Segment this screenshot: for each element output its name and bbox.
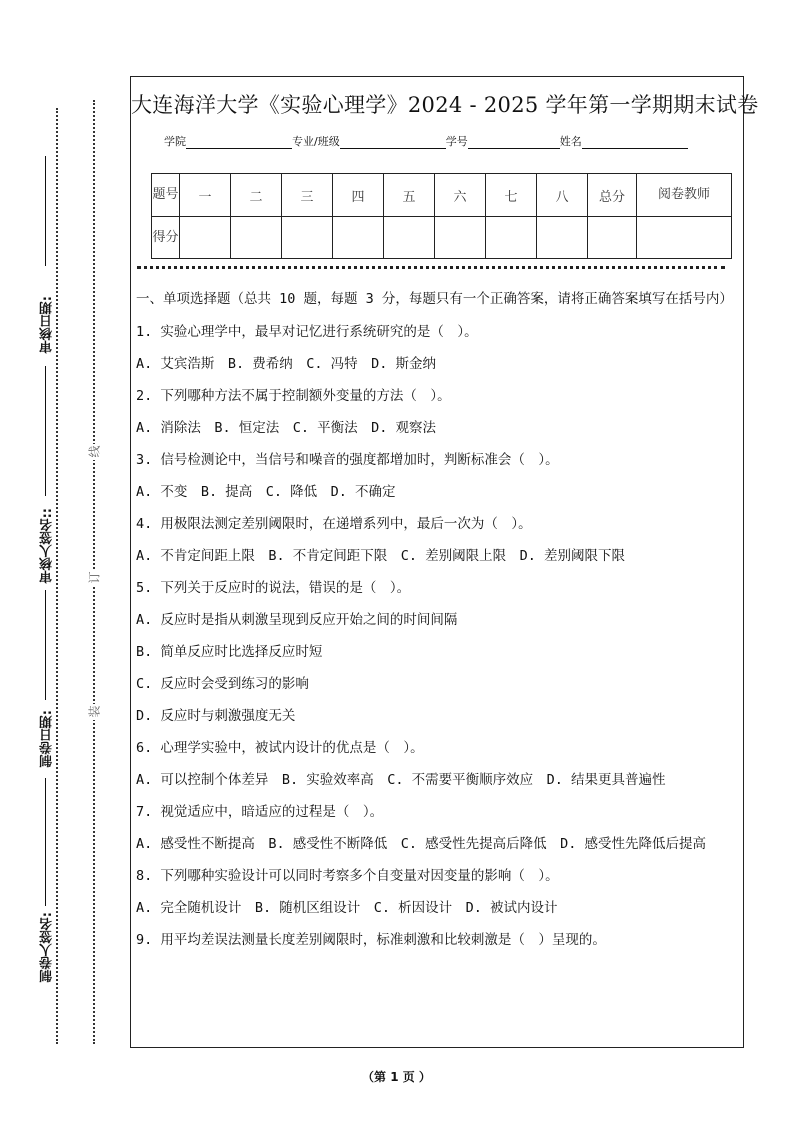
reviewer-signature-label: 审核人签名:: <box>40 508 55 584</box>
question-stem: 3. 信号检测论中，当信号和噪音的强度都增加时，判断标准会（ ）。 <box>136 452 559 468</box>
signature-line <box>45 156 46 266</box>
score-cell[interactable] <box>537 217 588 259</box>
question-stem: 9. 用平均差误法测量长度差别阈限时，标准刺激和比较刺激是（ ）呈现的。 <box>136 932 606 948</box>
paper-date-label: 制卷日期: <box>40 710 55 768</box>
question-options: A. 不变 B. 提高 C. 降低 D. 不确定 <box>136 484 396 500</box>
section-heading: 一、单项选择题（总共 10 题，每题 3 分，每题只有一个正确答案，请将正确答案填写在括号内） <box>136 291 733 307</box>
score-row-header: 得分 <box>152 217 180 259</box>
question-options: A. 感受性不断提高 B. 感受性不断降低 C. 感受性先提高后降低 D. 感受性先降低后提高 <box>136 836 707 852</box>
question-stem: 8. 下列哪种实验设计可以同时考察多个自变量对因变量的影响（ ）。 <box>136 868 559 884</box>
question-options: A. 完全随机设计 B. 随机区组设计 C. 析因设计 D. 被试内设计 <box>136 900 558 916</box>
score-cell[interactable] <box>231 217 282 259</box>
question-stem: 2. 下列哪种方法不属于控制额外变量的方法（ ）。 <box>136 388 451 404</box>
column-header: 五 <box>384 174 435 217</box>
total-score-cell[interactable] <box>588 217 637 259</box>
review-date-label: 审核日期: <box>40 296 55 354</box>
question-option-d: D. 反应时与刺激强度无关 <box>136 708 296 724</box>
question-options: A. 不肯定间距上限 B. 不肯定间距下限 C. 差别阈限上限 D. 差别阈限下限 <box>136 548 626 564</box>
column-header: 六 <box>435 174 486 217</box>
score-table-score-row <box>152 217 732 259</box>
question-options: A. 消除法 B. 恒定法 C. 平衡法 D. 观察法 <box>136 420 437 436</box>
student-id-field[interactable] <box>468 135 560 149</box>
score-cell[interactable] <box>435 217 486 259</box>
question-stem: 1. 实验心理学中，最早对记忆进行系统研究的是（ ）。 <box>136 324 478 340</box>
dotted-separator <box>137 266 725 269</box>
bind-char-staple: 订 <box>88 571 100 585</box>
section-single-choice <box>136 289 742 950</box>
score-cell[interactable] <box>333 217 384 259</box>
college-label: 学院 <box>164 135 186 148</box>
question-stem: 4. 用极限法测定差别阈限时，在递增系列中，最后一次为（ ）。 <box>136 516 532 532</box>
grader-cell[interactable] <box>637 217 732 259</box>
question-option-c: C. 反应时会受到练习的影响 <box>136 676 309 692</box>
major-class-field[interactable] <box>340 135 446 149</box>
column-header: 八 <box>537 174 588 217</box>
grader-header: 阅卷教师 <box>637 174 732 217</box>
bind-char-bind: 装 <box>88 705 100 719</box>
exam-frame <box>130 76 759 1048</box>
score-cell[interactable] <box>486 217 537 259</box>
exam-title: 大连海洋大学《实验心理学》2024 - 2025 学年第一学期期末试卷 <box>131 93 759 117</box>
name-label: 姓名 <box>559 135 582 148</box>
total-score-header: 总分 <box>588 174 637 217</box>
name-field[interactable] <box>582 135 688 149</box>
signature-line <box>45 366 46 496</box>
column-header: 一 <box>180 174 231 217</box>
question-option-a: A. 反应时是指从刺激呈现到反应开始之间的时间间隔 <box>136 612 458 628</box>
column-header: 四 <box>333 174 384 217</box>
score-cell[interactable] <box>282 217 333 259</box>
question-stem: 6. 心理学实验中，被试内设计的优点是（ ）。 <box>136 740 424 756</box>
question-number-header: 题号 <box>152 174 180 217</box>
question-stem: 5. 下列关于反应时的说法，错误的是（ ）。 <box>136 580 411 596</box>
question-options: A. 可以控制个体差异 B. 实验效率高 C. 不需要平衡顺序效应 D. 结果更具普遍性 <box>136 772 666 788</box>
column-header: 二 <box>231 174 282 217</box>
score-cell[interactable] <box>384 217 435 259</box>
student-info-row <box>164 133 688 149</box>
college-field[interactable] <box>186 135 292 149</box>
question-options: A. 艾宾浩斯 B. 费希纳 C. 冯特 D. 斯金纳 <box>136 356 437 372</box>
binding-margin <box>0 0 130 1122</box>
question-stem: 7. 视觉适应中，暗适应的过程是（ ）。 <box>136 804 384 820</box>
column-header: 七 <box>486 174 537 217</box>
signature-line <box>45 778 46 906</box>
major-class-label: 专业/班级 <box>292 135 340 148</box>
score-table-header-row <box>152 174 732 217</box>
bind-char-line: 线 <box>88 445 100 459</box>
score-cell[interactable] <box>180 217 231 259</box>
page-number: （第 1 页 ） <box>362 1070 431 1084</box>
score-table <box>151 173 732 259</box>
student-id-label: 学号 <box>445 135 468 148</box>
signature-line <box>45 590 46 700</box>
paper-maker-signature-label: 制卷人签名: <box>40 912 55 983</box>
question-option-b: B. 简单反应时比选择反应时短 <box>136 644 323 660</box>
column-header: 三 <box>282 174 333 217</box>
